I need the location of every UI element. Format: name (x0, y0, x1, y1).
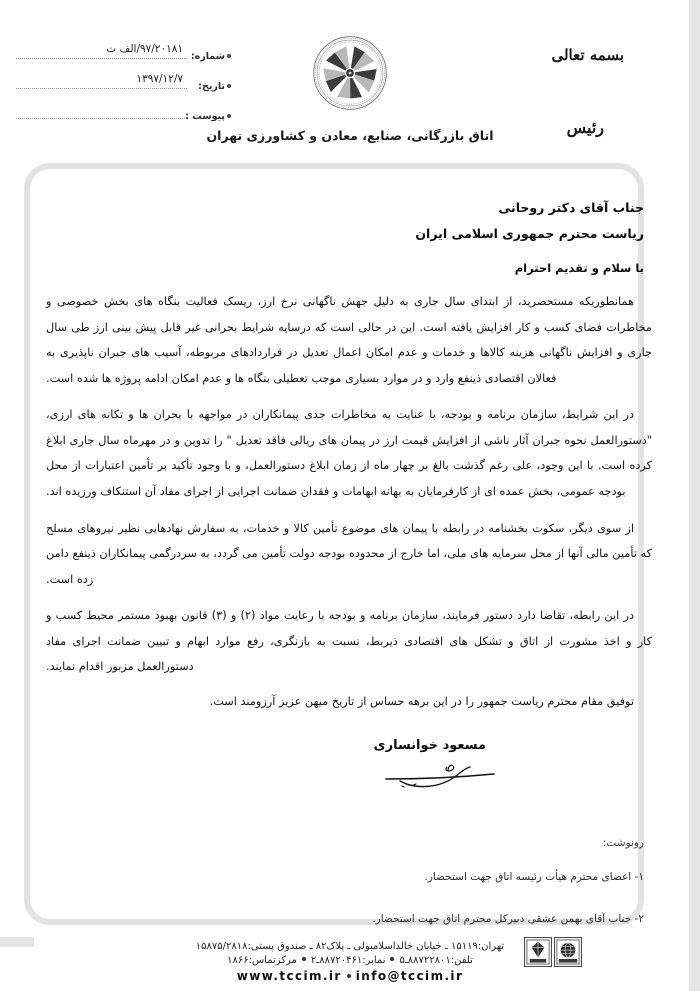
cc-label: رونوشت: (602, 836, 644, 849)
footer-fax-label: نمابر: (362, 955, 386, 966)
paragraph-3: از سوی دیگر، سکوت بخشنامه در رابطه با پیمان های موضوع تأمین کالا و خدمات، به سفارش نهادهایی نظیر نیروهای مسلح که تأمین مالی آنها از محل سرمایه های ملی، اما خارج از محدوده بودجه دولت تأمین می گردد، به سردرگمی پیمانکاران ذینفع دامن زده است. (46, 521, 652, 586)
meta-label-date (198, 81, 231, 92)
letterhead-meta-block (16, 42, 231, 132)
footer-contact-center-label: مرکزتماس: (248, 955, 297, 966)
separator-dot-icon (302, 957, 306, 961)
separator-dot-icon (390, 957, 394, 961)
meta-label-text: تاریخ: (198, 81, 225, 92)
footer-web-line (0, 969, 700, 983)
footer-edge-bar (0, 937, 34, 947)
addressee-block (40, 195, 644, 247)
letter-content (0, 163, 700, 951)
letter-paragraphs (46, 289, 652, 680)
paragraph-4: در این رابطه، تقاضا دارد دستور فرمایند، سازمان برنامه و بودجه با رعایت مواد (۲) و (۳) قانون بهبود مستمر محیط کسب و کار و اخذ مشورت از اتاق و تشکل های اقتصادی ذیربط، نسبت به بازنگری، رفع موارد ابهام و تبیین ضمانت اجرای مفاد دستورالعمل مزبور اقدام نمایند. (46, 609, 652, 674)
footer-website[interactable]: www.tccim.ir (236, 969, 342, 983)
issuer-title: رئیس (566, 118, 604, 137)
footer-contact-center-value: ۱۸۶۶ (227, 955, 249, 966)
footer-email[interactable]: info@tccim.ir (355, 969, 464, 983)
footer-fax-value: ۸۸۷۲۰۴۶۱ـ۲ (310, 955, 363, 966)
bullet-icon (227, 54, 231, 58)
footer-phone-value: ۸۸۷۲۲۸۰۱ـ۵ (399, 955, 451, 966)
bullet-icon (227, 114, 231, 118)
signature-block (66, 738, 700, 791)
addressee-name: جناب آقای دکتر روحانی (498, 200, 644, 215)
letter-footer (0, 941, 700, 983)
paragraph-2: در این شرایط، سازمان برنامه و بودجه، با عنایت به مخاطرات جدی پیمانکاران در مواجهه با بحران ها و تکانه های ارزی، "دستورالعمل نحوه جبران آثار ناشی از افزایش قیمت ارز در پیمان های ریالی فاقد تعدیل " را تدوین و در مهرماه سال جاری ابلاغ کرده است. با این وجود، علی رغم گذشت بالغ بر چهار ماه از زمان ابلاغ دستورالعمل، و با وجود تأکید بر تأمین اعتبارات از محل بودجه عمومی، بخش عمده ای از کارفرمایان به بهانه ابهامات و فقدان ضمانت اجرایی از اجرای مفاد آن استنکاف ورزیده اند. (46, 408, 652, 498)
meta-dotted-rule (16, 118, 187, 119)
organization-name: اتاق بازرگانی، صنایع، معادن و کشاورزی تهران (206, 128, 494, 143)
cc-distribution-block (40, 837, 644, 929)
cc-item-1: ۱- اعضای محترم هیأت رئیسه اتاق جهت استحضار. (424, 870, 644, 883)
bullet-icon (227, 84, 231, 88)
footer-phone-label: تلفن: (450, 955, 473, 966)
meta-row-reference-number (16, 42, 231, 72)
reference-number-value: ۹۷/۲۰۱۸۱/الف ت (106, 43, 183, 55)
cc-item-2: ۲- جناب آقای بهمن عشقی دبیرکل محترم اتاق جهت استحضار. (372, 912, 644, 925)
quality-mark-badge-icon (524, 937, 552, 967)
signer-name: مسعود خوانساری (373, 737, 486, 753)
meta-dotted-rule (16, 58, 187, 59)
addressee-title: ریاست محترم جمهوری اسلامی ایران (415, 226, 644, 241)
separator-dot-icon (347, 974, 351, 978)
handwritten-signature-icon (382, 757, 502, 791)
letterhead (0, 0, 700, 168)
meta-label-reference-number (191, 51, 231, 62)
iso-certification-badge-icon (554, 937, 582, 967)
salutation: با سلام و تقدیم احترام (514, 261, 644, 275)
footer-contact-line (0, 955, 700, 966)
footer-certification-badges (524, 937, 582, 967)
meta-label-text: پیوست : (185, 111, 225, 122)
chamber-of-commerce-pinwheel-logo-icon (313, 36, 387, 110)
meta-label-text: شماره: (190, 51, 225, 62)
paragraph-1: همانطوریکه مستحضرید، از ابتدای سال جاری به دلیل جهش ناگهانی نرخ ارز، ریسک فعالیت بنگاه های بخش خصوصی و مخاطرات فضای کسب و کار افزایش یافته است. این در حالی است که درسایه شرایط بحرانی غیر قابل پیش بینی ارز طی سال جاری و افزایش ناگهانی هزینه کالاها و خدمات و عدم امکان اعمال تعدیل در قراردادهای مربوطه، آسیب های جبران ناپذیری به فعالان اقتصادی ذینفع وارد و در موارد بسیاری موجب تعطیلی بنگاه ها و عدم امکان ادامه پروژه ها شده است. (46, 295, 652, 385)
meta-label-attachment (185, 111, 231, 122)
meta-row-date (16, 72, 231, 102)
basmala-text: بسمه تعالی (551, 46, 624, 64)
footer-address: تهران:۱۵۱۱۹ ـ خیابان خالداسلامبولی ـ پلاک۸۲ ـ صندوق پستی:۱۵۸۷۵/۲۸۱۸ (195, 941, 505, 952)
closing-line: توفیق مقام محترم ریاست جمهور را در این برهه حساس از تاریخ میهن عزیز آرزومند است. (209, 694, 634, 708)
date-value: ۱۳۹۷/۱۲/۷ (136, 73, 183, 85)
meta-dotted-rule (16, 88, 187, 89)
